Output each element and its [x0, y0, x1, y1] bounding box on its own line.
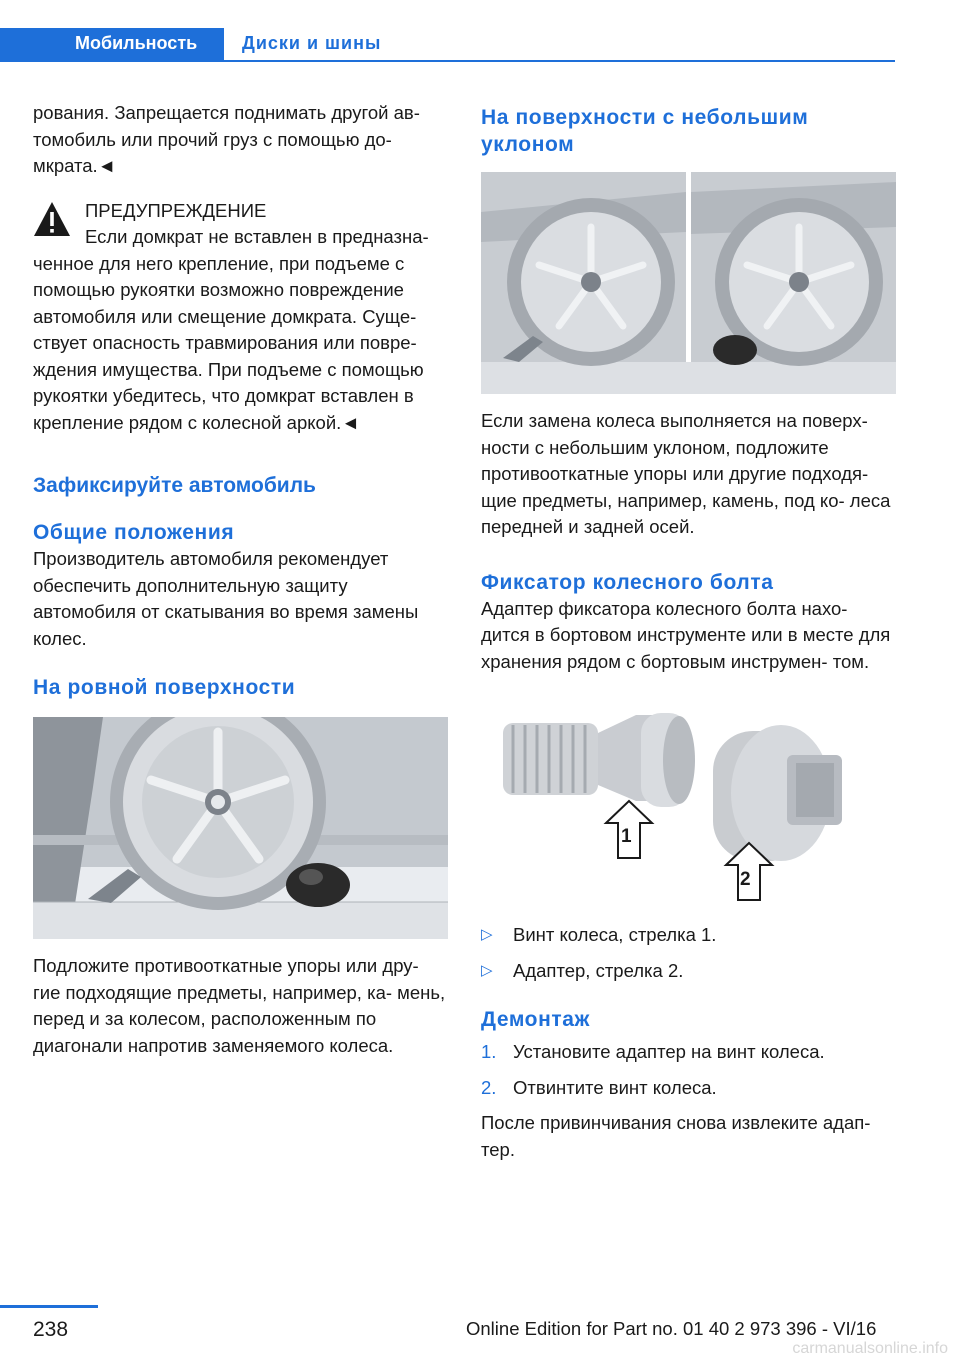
list-item — [481, 922, 896, 949]
triangle-bullet-icon: ▷ — [481, 926, 493, 943]
left-column — [33, 100, 448, 1059]
watermark: carmanualsonline.info — [792, 1340, 948, 1357]
figure-slope-surface — [481, 172, 896, 394]
step-item — [481, 1039, 896, 1066]
heading-fix-vehicle: Зафиксируйте автомобиль — [33, 474, 316, 497]
footer-divider — [0, 1305, 98, 1308]
arrow-label-2: 2 — [740, 869, 751, 890]
heading-removal: Демонтаж — [481, 1008, 591, 1031]
warning-triangle-icon — [33, 200, 71, 240]
wheel-lock-text: Адаптер фиксатора колесного болта нахо- дится в бортовом инструменте или в месте для хранения рядом с бортовым инструмен- том. — [481, 597, 891, 672]
tab-wheels-tires[interactable]: Диски и шины — [242, 33, 382, 53]
step-text: Отвинтите винт колеса. — [513, 1076, 717, 1098]
slope-text: Если замена колеса выполняется на поверх- ности с небольшим уклоном, подложите противооткатные упоры или другие подходя- щие предметы, например, камень, под ко- леса передней и задней осей. — [481, 410, 891, 537]
page-number: 238 — [33, 1318, 69, 1341]
tab-mobility[interactable]: Мобильность — [0, 28, 224, 60]
heading-slope-surface: На поверхности с небольшим уклоном — [481, 106, 809, 156]
flat-text: Подложите противооткатные упоры или дру- гие подходящие предметы, например, ка- мень, перед и за колесом, расположенным по диагонали напротив заменяемого колеса. — [33, 955, 446, 1056]
figure-flat-surface — [33, 717, 448, 939]
warning-body: ченное для него крепление, при подъеме с помощью рукоятки возможно повреждение автомобиля или смещение домкрата. Суще- ствует опасность травмирования или повре- ждения имущества. При подъеме с помощью рукоятки убедитесь, что домкрат вставлен в крепление рядом с колесной аркой.◄ — [33, 252, 424, 433]
triangle-bullet-icon: ▷ — [481, 961, 493, 979]
warning-title: ПРЕДУПРЕЖДЕНИЕ — [85, 199, 267, 221]
warning-block — [33, 198, 448, 437]
step-text: Установите адаптер на винт колеса. — [513, 1041, 825, 1062]
step-number: 1. — [481, 1041, 497, 1062]
after-text: После привинчивания снова извлеките адап- тер. — [481, 1112, 871, 1160]
right-column — [481, 100, 896, 1163]
warning-first-line: Если домкрат не вставлен в предназна- — [85, 226, 429, 247]
edition-info: Online Edition for Part no. 01 40 2 973 396 - VI/16 — [466, 1318, 877, 1339]
list-item-text: Адаптер, стрелка 2. — [513, 959, 684, 981]
general-text: Производитель автомобиля рекомендует обеспечить дополнительную защиту автомобиля от скатывания во время замены колес. — [33, 548, 419, 649]
arrow-label-1: 1 — [621, 826, 632, 847]
page-header — [0, 0, 960, 62]
list-item-text: Винт колеса, стрелка 1. — [513, 924, 717, 945]
wheel-bolt-adapter-illustration — [481, 693, 896, 908]
step-number: 2. — [481, 1076, 497, 1098]
removal-steps — [481, 1039, 896, 1101]
header-divider — [0, 60, 895, 62]
intro-text: рования. Запрещается поднимать другой ав- томобиль или прочий груз с помощью до- мкрата.◄ — [33, 102, 420, 176]
heading-general: Общие положения — [33, 521, 235, 544]
figure-wheel-lock — [481, 693, 896, 908]
component-list — [481, 922, 896, 984]
heading-wheel-lock: Фиксатор колесного болта — [481, 570, 774, 594]
step-item — [481, 1075, 896, 1102]
list-item — [481, 958, 896, 985]
heading-flat-surface: На ровной поверхности — [33, 676, 296, 699]
